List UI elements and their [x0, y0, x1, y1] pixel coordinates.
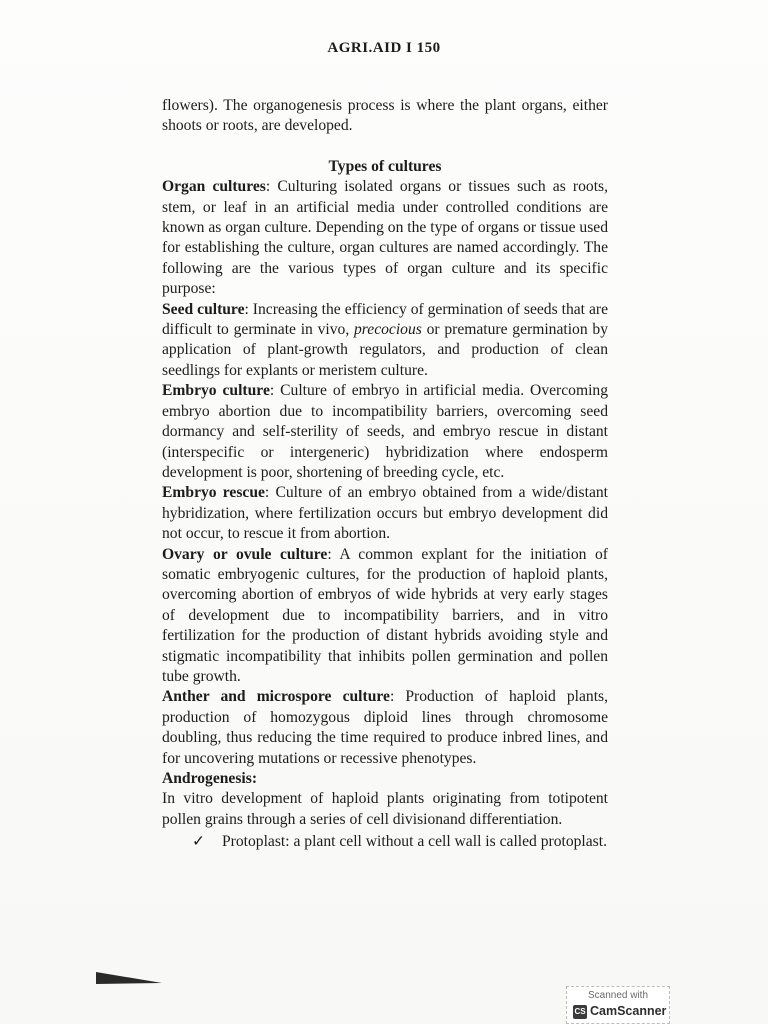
entry-text: or premature germination by application of plant-growth regulators, and production of clean seedlings for explants or meristem culture.: [162, 321, 609, 379]
camscanner-watermark: [566, 986, 670, 1024]
entry-term: Anther and microspore culture: [162, 688, 390, 706]
entry-term: Embryo rescue: [162, 484, 265, 502]
camscanner-logo-icon: CS: [573, 1005, 587, 1019]
entry-organ-cultures: [162, 177, 608, 299]
entry-text: : Increasing the efficiency of germination of seeds that are difficult to germinate in vivo,: [162, 300, 608, 339]
entry-ovary-ovule-culture: [162, 545, 608, 688]
androgenesis-heading: Androgenesis:: [162, 770, 258, 787]
checklist-item-text: Protoplast: a plant cell without a cell wall is called protoplast.: [222, 833, 607, 851]
entry-term: Embryo culture: [162, 382, 270, 400]
entry-term: Seed culture: [162, 300, 245, 318]
page-body: [162, 96, 608, 853]
watermark-brand: CamScanner: [590, 1004, 667, 1018]
checkmark-icon: ✓: [192, 833, 206, 851]
entry-seed-culture: [162, 300, 608, 382]
entry-embryo-culture: [162, 381, 608, 483]
scan-edge-mark: [96, 970, 162, 984]
entry-italic-text: precocious: [353, 321, 422, 339]
watermark-caption: Scanned with: [587, 990, 649, 1001]
entry-text: : Production of haploid plants, production of homozygous diploid lines through chromosome doubling, thus reducing the time required to produce inbred lines, and for uncovering mutations or recessive phenotypes.: [162, 688, 609, 767]
section-title: Types of cultures: [328, 157, 442, 175]
page-header: AGRI.AID I 150: [327, 40, 441, 56]
entry-anther-microspore-culture: [162, 687, 608, 769]
intro-paragraph: flowers). The organogenesis process is where the plant organs, either shoots or roots, are developed.: [162, 97, 608, 135]
androgenesis-text: In vitro development of haploid plants originating from totipotent pollen grains through a series of cell divisionand differentiation.: [162, 790, 608, 828]
entry-term: Ovary or ovule culture: [162, 545, 328, 563]
entry-embryo-rescue: [162, 483, 608, 544]
entry-text: : Culture of an embryo obtained from a wide/distant hybridization, where fertilization occurs but embryo development did not occur, to rescue it from abortion.: [162, 484, 609, 543]
entry-text: : Culturing isolated organs or tissues such as roots, stem, or leaf in an artificial media under controlled conditions are known as organ culture. Depending on the type of organs or tissue used for establishing the culture, organ cultures are named accordingly. The following are the various types of organ culture and its specific purpose:: [162, 178, 608, 298]
entry-text: : A common explant for the initiation of somatic embryogenic cultures, for the production of haploid plants, overcoming abortion of embryos of wide hybrids at very early stages of development due to incompatibility barriers, and in vitro fertilization for the production of distant hybrids avoiding style and stigmatic incompatibility that inhibits pollen germination and pollen tube growth.: [162, 545, 608, 685]
checklist-item: [162, 832, 608, 852]
entry-text: : Culture of embryo in artificial media. Overcoming embryo abortion due to incompatibility barriers, overcoming seed dormancy and self-sterility of seeds, and embryo rescue in distant (interspecific or intergeneric) hybridization where endosperm development is poor, shortening of breeding cycle, etc.: [162, 382, 608, 481]
entry-term: Organ cultures: [162, 178, 266, 196]
